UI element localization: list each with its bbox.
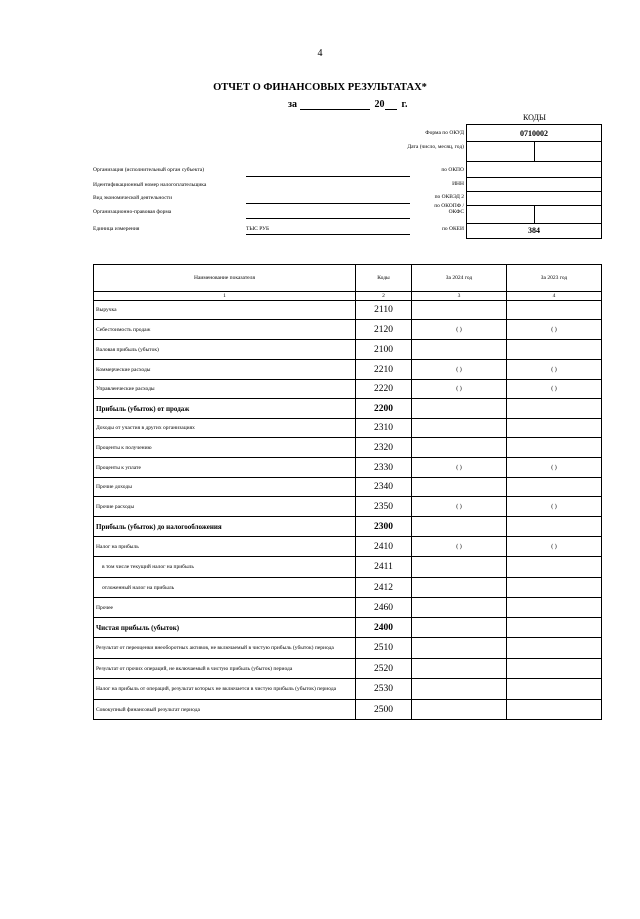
row-name: Результат от прочих операций, не включаемый в чистую прибыль (убыток) периода [94, 659, 356, 679]
row-value-2024[interactable] [412, 478, 507, 497]
row-value-2023[interactable]: ( ) [507, 320, 602, 340]
row-value-2024[interactable]: ( ) [412, 458, 507, 478]
row-name: в том числе текущий налог на прибыль [94, 557, 356, 578]
table-row [94, 700, 602, 720]
row-code: 2520 [356, 659, 412, 679]
table-row [94, 360, 602, 380]
table-row [94, 320, 602, 340]
colnum-3: 3 [412, 292, 507, 301]
table-row [94, 659, 602, 679]
header-codes: Коды [356, 265, 412, 292]
row-value-2023[interactable] [507, 557, 602, 578]
label-legal-form: Организационно-правовая форма [93, 209, 172, 215]
row-code: 2200 [356, 399, 412, 419]
row-value-2023[interactable]: ( ) [507, 537, 602, 557]
table-row [94, 438, 602, 458]
row-name: Прочие доходы [94, 478, 356, 497]
row-code: 2220 [356, 380, 412, 399]
row-value-2023[interactable]: ( ) [507, 380, 602, 399]
row-value-2023[interactable]: ( ) [507, 458, 602, 478]
period-date-blank[interactable] [300, 98, 370, 110]
table-row [94, 557, 602, 578]
row-code: 2510 [356, 638, 412, 659]
row-value-2024[interactable] [412, 557, 507, 578]
row-code: 2411 [356, 557, 412, 578]
row-code: 2320 [356, 438, 412, 458]
header-indicator: Наименование показателя [94, 265, 356, 292]
label-okopf: по ОКОПФ / ОКФС [434, 203, 464, 215]
period-year-prefix: 20 [374, 99, 385, 110]
table-row [94, 517, 602, 537]
row-name: Результат от переоценки внеоборотных активов, не включаемый в чистую прибыль (убыток) периода [94, 638, 356, 659]
okud-value[interactable]: 0710002 [520, 129, 548, 138]
colnum-4: 4 [507, 292, 602, 301]
label-taxpayer-id: Идентификационный номер налогоплательщика [93, 182, 207, 188]
row-name: Выручка [94, 301, 356, 320]
table-row [94, 458, 602, 478]
row-name: Налог на прибыль от операций, результат которых не включается в чистую прибыль (убыток) периода [94, 679, 356, 700]
row-code: 2100 [356, 340, 412, 360]
row-code: 2460 [356, 598, 412, 618]
row-value-2023[interactable] [507, 618, 602, 638]
row-name: Прибыль (убыток) от продаж [94, 399, 356, 419]
row-name: Чистая прибыль (убыток) [94, 618, 356, 638]
table-row [94, 340, 602, 360]
row-value-2024[interactable] [412, 517, 507, 537]
row-code: 2110 [356, 301, 412, 320]
table-row [94, 679, 602, 700]
row-value-2023[interactable]: ( ) [507, 497, 602, 517]
row-code: 2330 [356, 458, 412, 478]
row-value-2023[interactable] [507, 659, 602, 679]
row-value-2023[interactable] [507, 578, 602, 598]
row-value-2023[interactable] [507, 419, 602, 438]
row-value-2024[interactable] [412, 598, 507, 618]
label-okud: Форма по ОКУД [425, 130, 464, 136]
table-row [94, 301, 602, 320]
row-code: 2210 [356, 360, 412, 380]
row-value-2024[interactable] [412, 340, 507, 360]
row-value-2023[interactable] [507, 700, 602, 720]
table-row [94, 618, 602, 638]
report-period [288, 98, 407, 110]
colnum-2: 2 [356, 292, 412, 301]
row-name: Прочее [94, 598, 356, 618]
table-row [94, 537, 602, 557]
table-row [94, 419, 602, 438]
period-suffix: г. [401, 99, 408, 110]
header-2024: За 2024 год [412, 265, 507, 292]
label-date: Дата (число, месяц, год) [407, 144, 464, 150]
row-name: Валовая прибыль (убыток) [94, 340, 356, 360]
row-value-2024[interactable] [412, 399, 507, 419]
row-name: Налог на прибыль [94, 537, 356, 557]
row-code: 2350 [356, 497, 412, 517]
okei-value[interactable]: 384 [528, 226, 540, 235]
table-row [94, 578, 602, 598]
row-value-2024[interactable] [412, 618, 507, 638]
row-code: 2410 [356, 537, 412, 557]
activity-line[interactable] [246, 203, 410, 204]
colnum-1: 1 [94, 292, 356, 301]
row-value-2023[interactable] [507, 638, 602, 659]
table-row [94, 497, 602, 517]
row-value-2024[interactable]: ( ) [412, 537, 507, 557]
table-row [94, 380, 602, 399]
row-name: Доходы от участия в других организациях [94, 419, 356, 438]
page-number: 4 [317, 48, 323, 59]
row-value-2023[interactable] [507, 598, 602, 618]
column-numbers-row [94, 292, 602, 301]
row-code: 2500 [356, 700, 412, 720]
row-value-2024[interactable] [412, 659, 507, 679]
legal-form-line[interactable] [246, 218, 410, 219]
row-name: Коммерческие расходы [94, 360, 356, 380]
row-value-2023[interactable] [507, 517, 602, 537]
row-code: 2412 [356, 578, 412, 598]
row-code: 2340 [356, 478, 412, 497]
row-value-2023[interactable] [507, 301, 602, 320]
row-value-2024[interactable] [412, 700, 507, 720]
row-name: Прочие расходы [94, 497, 356, 517]
header-2023: За 2023 год [507, 265, 602, 292]
row-value-2023[interactable] [507, 340, 602, 360]
codes-header: КОДЫ [523, 113, 546, 122]
unit-line [246, 234, 410, 235]
row-value-2023[interactable] [507, 679, 602, 700]
row-code: 2300 [356, 517, 412, 537]
label-inn: ИНН [452, 181, 464, 187]
row-name: Управленческие расходы [94, 380, 356, 399]
report-title: ОТЧЕТ О ФИНАНСОВЫХ РЕЗУЛЬТАТАХ* [213, 82, 427, 93]
row-value-2024[interactable] [412, 578, 507, 598]
label-activity: Вид экономической деятельности [93, 195, 173, 201]
row-name: Прибыль (убыток) до налогообложения [94, 517, 356, 537]
row-value-2023[interactable] [507, 399, 602, 419]
row-value-2024[interactable] [412, 438, 507, 458]
row-value-2024[interactable] [412, 419, 507, 438]
row-name: Проценты к уплате [94, 458, 356, 478]
row-name: Совокупный финансовый результат периода [94, 700, 356, 720]
unit-value: ТЫС РУБ [246, 226, 270, 232]
row-value-2024[interactable]: ( ) [412, 497, 507, 517]
label-okved: по ОКВЭД 2 [434, 194, 464, 200]
row-value-2023[interactable]: ( ) [507, 360, 602, 380]
label-unit: Единица измерения [93, 226, 140, 232]
table-header-row [94, 265, 602, 292]
label-okpo: по ОКПО [441, 167, 464, 173]
row-code: 2310 [356, 419, 412, 438]
period-prefix: за [288, 99, 298, 110]
row-value-2024[interactable] [412, 679, 507, 700]
row-value-2024[interactable] [412, 638, 507, 659]
period-year-blank[interactable] [385, 98, 397, 110]
table-row [94, 638, 602, 659]
row-name: Себестоимость продаж [94, 320, 356, 340]
label-okei: по ОКЕИ [441, 226, 464, 232]
organization-line[interactable] [246, 176, 410, 177]
row-name: отложенный налог на прибыль [94, 578, 356, 598]
codes-box [466, 124, 602, 239]
financial-results-table [93, 264, 602, 720]
row-value-2024[interactable]: ( ) [412, 320, 507, 340]
table-row [94, 478, 602, 497]
row-value-2024[interactable]: ( ) [412, 380, 507, 399]
row-code: 2120 [356, 320, 412, 340]
row-value-2024[interactable]: ( ) [412, 360, 507, 380]
row-value-2023[interactable] [507, 438, 602, 458]
label-organization: Организация (исполнительный орган субъекта) [93, 167, 205, 173]
row-value-2024[interactable] [412, 301, 507, 320]
row-code: 2400 [356, 618, 412, 638]
row-name: Проценты к получению [94, 438, 356, 458]
table-row [94, 399, 602, 419]
row-value-2023[interactable] [507, 478, 602, 497]
table-row [94, 598, 602, 618]
row-code: 2530 [356, 679, 412, 700]
